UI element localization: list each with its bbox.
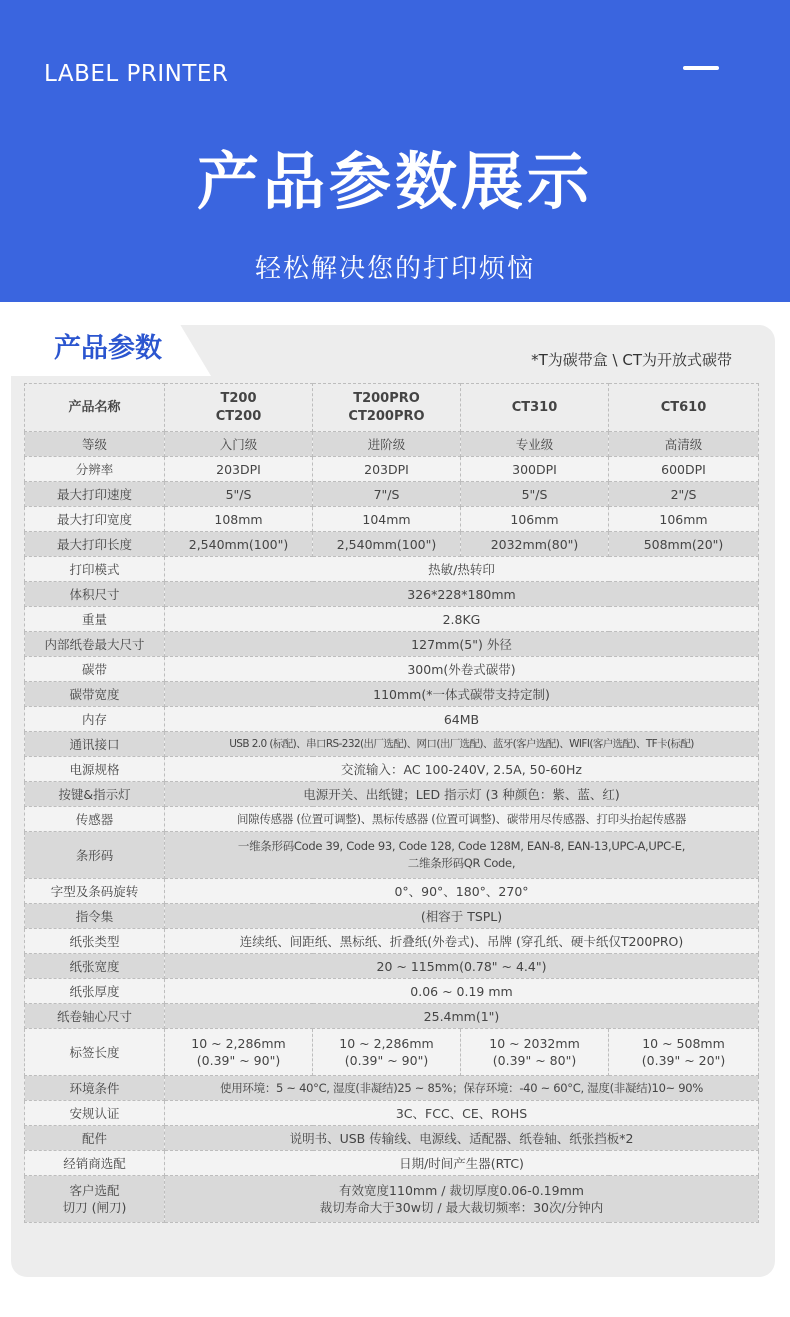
cell: 2.8KG — [165, 607, 759, 632]
cell: 连续纸、间距纸、黑标纸、折叠纸(外卷式)、吊牌 (穿孔纸、硬卡纸仅T200PRO) — [165, 929, 759, 954]
page-subtitle: 轻松解决您的打印烦恼 — [254, 254, 535, 284]
table-row — [25, 1126, 759, 1151]
cell: 交流输入：AC 100-240V, 2.5A, 50-60Hz — [165, 757, 759, 782]
cell: 10 ~ 2032mm (0.39" ~ 80") — [461, 1029, 609, 1076]
row-label: 纸张宽度 — [25, 954, 165, 979]
table-row — [25, 807, 759, 832]
row-label: 等级 — [25, 432, 165, 457]
row-label: 最大打印宽度 — [25, 507, 165, 532]
table-row — [25, 1029, 759, 1076]
table-row — [25, 954, 759, 979]
cell: 进阶级 — [313, 432, 461, 457]
table-row — [25, 979, 759, 1004]
table-row — [25, 657, 759, 682]
row-label: 通讯接口 — [25, 732, 165, 757]
table-row — [25, 782, 759, 807]
cell: 入门级 — [165, 432, 313, 457]
cell: 2"/S — [609, 482, 759, 507]
spec-table — [24, 383, 759, 1223]
cell: 203DPI — [313, 457, 461, 482]
cell: 有效宽度110mm / 裁切厚度0.06-0.19mm 裁切寿命大于30w切 / 最大裁切频率：30次/分钟内 — [165, 1176, 759, 1223]
row-label: 经销商选配 — [25, 1151, 165, 1176]
row-label: 条形码 — [25, 832, 165, 879]
row-label: 安规认证 — [25, 1101, 165, 1126]
cell: 2,540mm(100") — [313, 532, 461, 557]
table-row — [25, 1101, 759, 1126]
row-label: 配件 — [25, 1126, 165, 1151]
table-row — [25, 582, 759, 607]
row-label: 体积尺寸 — [25, 582, 165, 607]
cell: 10 ~ 2,286mm (0.39" ~ 90") — [313, 1029, 461, 1076]
cell: 电源开关、出纸键；LED 指示灯 (3 种颜色：紫、蓝、红) — [165, 782, 759, 807]
cell: 10 ~ 508mm (0.39" ~ 20") — [609, 1029, 759, 1076]
cell: (相容于 TSPL) — [165, 904, 759, 929]
cell: 一维条形码Code 39, Code 93, Code 128, Code 128M, EAN-8, EAN-13,UPC-A,UPC-E, 二维条形码QR Code, — [165, 832, 759, 879]
header-label: 产品名称 — [25, 384, 165, 432]
table-row — [25, 532, 759, 557]
row-label: 纸张厚度 — [25, 979, 165, 1004]
table-row — [25, 482, 759, 507]
cell: 3C、FCC、CE、ROHS — [165, 1101, 759, 1126]
row-label: 客户选配 切刀 (闸刀) — [25, 1176, 165, 1223]
spec-table-wrapper — [24, 383, 758, 1223]
cell: 10 ~ 2,286mm (0.39" ~ 90") — [165, 1029, 313, 1076]
table-row — [25, 732, 759, 757]
cell: 5"/S — [461, 482, 609, 507]
cell: 300DPI — [461, 457, 609, 482]
row-label: 内部纸卷最大尺寸 — [25, 632, 165, 657]
brand-label: LABEL PRINTER — [44, 61, 229, 87]
cell: 5"/S — [165, 482, 313, 507]
cell: USB 2.0 (标配)、串口RS-232(出厂选配)、网口(出厂选配)、蓝牙(客户选配)、WIFI(客户选配)、TF卡(标配) — [165, 732, 759, 757]
cell: 110mm(*一体式碳带支持定制) — [165, 682, 759, 707]
cell: 高清级 — [609, 432, 759, 457]
cell: 20 ~ 115mm(0.78" ~ 4.4") — [165, 954, 759, 979]
cell: 25.4mm(1") — [165, 1004, 759, 1029]
table-row — [25, 904, 759, 929]
menu-icon[interactable] — [683, 66, 719, 70]
cell: 专业级 — [461, 432, 609, 457]
table-header-row — [25, 384, 759, 432]
row-label: 纸张类型 — [25, 929, 165, 954]
table-row — [25, 457, 759, 482]
model-ct310: CT310 — [461, 384, 609, 432]
row-label: 环境条件 — [25, 1076, 165, 1101]
cell: 2032mm(80") — [461, 532, 609, 557]
cell: 2,540mm(100") — [165, 532, 313, 557]
table-row — [25, 929, 759, 954]
cell: 7"/S — [313, 482, 461, 507]
table-row — [25, 1076, 759, 1101]
section-title: 产品参数 — [54, 333, 162, 364]
table-row — [25, 1176, 759, 1223]
row-label: 打印模式 — [25, 557, 165, 582]
table-row — [25, 1004, 759, 1029]
table-row — [25, 1151, 759, 1176]
row-label: 内存 — [25, 707, 165, 732]
cell: 间隙传感器 (位置可调整)、黑标传感器 (位置可调整)、碳带用尽传感器、打印头抬起传感器 — [165, 807, 759, 832]
cell: 热敏/热转印 — [165, 557, 759, 582]
table-row — [25, 682, 759, 707]
cell: 508mm(20") — [609, 532, 759, 557]
table-row — [25, 632, 759, 657]
cell: 106mm — [609, 507, 759, 532]
row-label: 电源规格 — [25, 757, 165, 782]
table-row — [25, 607, 759, 632]
table-row — [25, 707, 759, 732]
table-row — [25, 757, 759, 782]
row-label: 碳带宽度 — [25, 682, 165, 707]
cell: 104mm — [313, 507, 461, 532]
model-t200: T200 CT200 — [165, 384, 313, 432]
cell: 300m(外卷式碳带) — [165, 657, 759, 682]
cell: 108mm — [165, 507, 313, 532]
table-row — [25, 507, 759, 532]
row-label: 最大打印长度 — [25, 532, 165, 557]
row-label: 碳带 — [25, 657, 165, 682]
table-row — [25, 557, 759, 582]
cell: 127mm(5") 外径 — [165, 632, 759, 657]
model-ct610: CT610 — [609, 384, 759, 432]
row-label: 按键&指示灯 — [25, 782, 165, 807]
cell: 106mm — [461, 507, 609, 532]
cell: 日期/时间产生器(RTC) — [165, 1151, 759, 1176]
ribbon-note: *T为碳带盒 \ CT为开放式碳带 — [531, 351, 732, 369]
row-label: 传感器 — [25, 807, 165, 832]
page-title: 产品参数展示 — [196, 145, 593, 218]
row-label: 标签长度 — [25, 1029, 165, 1076]
row-label: 重量 — [25, 607, 165, 632]
cell: 600DPI — [609, 457, 759, 482]
row-label: 最大打印速度 — [25, 482, 165, 507]
table-row — [25, 879, 759, 904]
model-t200pro: T200PRO CT200PRO — [313, 384, 461, 432]
cell: 说明书、USB 传输线、电源线、适配器、纸卷轴、纸张挡板*2 — [165, 1126, 759, 1151]
cell: 使用环境：5 ~ 40°C, 湿度(非凝结)25 ~ 85%；保存环境：-40 ~ 60°C, 湿度(非凝结)10~ 90% — [165, 1076, 759, 1101]
table-row — [25, 432, 759, 457]
row-label: 纸卷轴心尺寸 — [25, 1004, 165, 1029]
cell: 0.06 ~ 0.19 mm — [165, 979, 759, 1004]
row-label: 分辨率 — [25, 457, 165, 482]
cell: 64MB — [165, 707, 759, 732]
table-row — [25, 832, 759, 879]
row-label: 字型及条码旋转 — [25, 879, 165, 904]
cell: 326*228*180mm — [165, 582, 759, 607]
cell: 203DPI — [165, 457, 313, 482]
row-label: 指令集 — [25, 904, 165, 929]
cell: 0°、90°、180°、270° — [165, 879, 759, 904]
